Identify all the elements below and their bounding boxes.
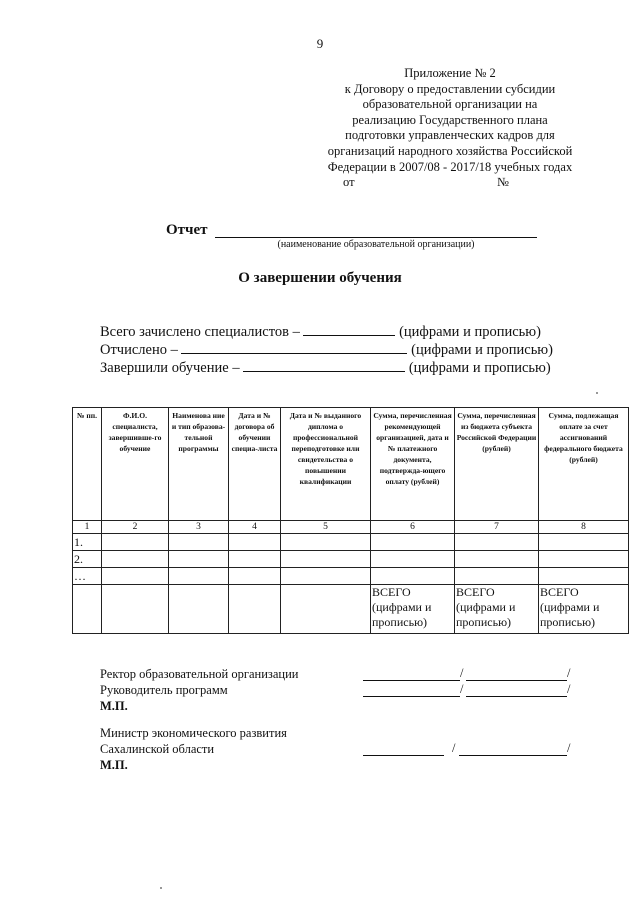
table-cell	[539, 534, 629, 551]
signature-slash: /	[567, 666, 571, 680]
table-row	[73, 534, 629, 551]
stamp-label: М.П.	[100, 699, 128, 713]
column-number: 1	[73, 521, 102, 534]
row-label: …	[73, 568, 102, 585]
appendix-header	[300, 66, 600, 191]
table-cell	[455, 534, 539, 551]
column-number: 6	[371, 521, 455, 534]
table-cell	[281, 551, 371, 568]
signature-slash: /	[452, 741, 456, 755]
appendix-line: Федерации в 2007/08 - 2017/18 учебных годах	[327, 159, 573, 174]
table-cell	[371, 551, 455, 568]
signature-minister-line2: Сахалинской области	[100, 742, 215, 756]
table-cell	[229, 585, 281, 634]
header-cell: № пп.	[73, 408, 102, 521]
header-cell: Сумма, перечисленная рекомендующей организацией, дата и № платежного документа, подтвержда-ющего оплату (рублей)	[371, 408, 455, 521]
name-line	[466, 695, 567, 697]
appendix-line: образовательной организации на	[362, 97, 538, 112]
signature-slash: /	[460, 682, 464, 696]
total-cell: ВСЕГО (цифрами и прописью)	[539, 585, 629, 634]
appendix-line: Приложение № 2	[404, 66, 496, 80]
signature-slash: /	[567, 682, 571, 696]
stamp-label: М.П.	[100, 758, 128, 772]
table-header-row	[73, 408, 629, 521]
table-cell	[169, 585, 229, 634]
stat-completed	[100, 358, 551, 377]
organization-name-caption: (наименование образовательной организации)	[277, 239, 475, 250]
table-cell	[229, 568, 281, 585]
total-cell: ВСЕГО (цифрами и прописью)	[371, 585, 455, 634]
from-label: от	[343, 175, 355, 190]
number-label: №	[497, 175, 509, 190]
column-number-row	[73, 521, 629, 534]
signature-slash: /	[460, 666, 464, 680]
table-cell	[73, 585, 102, 634]
header-cell: Наименова ние и тип образова-тельной программы	[169, 408, 229, 521]
signature-slash: /	[567, 741, 571, 755]
header-cell: Ф.И.О. специалиста, завершивше-го обучение	[102, 408, 169, 521]
stat-blank	[243, 358, 405, 372]
column-number: 7	[455, 521, 539, 534]
table-cell	[102, 568, 169, 585]
page-number: 9	[316, 36, 324, 51]
stat-label: Завершили обучение –	[100, 360, 240, 376]
appendix-date-number-row	[300, 175, 600, 191]
table-cell	[169, 534, 229, 551]
stat-enrolled	[100, 322, 541, 341]
table-cell	[281, 534, 371, 551]
signature-minister-line1: Министр экономического развития	[100, 726, 287, 740]
header-cell: Сумма, перечисленная из бюджета субъекта Российской Федерации (рублей)	[455, 408, 539, 521]
table-cell	[539, 568, 629, 585]
stat-expelled	[100, 340, 553, 359]
column-number: 5	[281, 521, 371, 534]
table-cell	[169, 568, 229, 585]
signature-line	[363, 695, 460, 697]
table-cell	[281, 568, 371, 585]
table-cell	[371, 568, 455, 585]
signature-line	[363, 754, 444, 756]
appendix-line: к Договору о предоставлении субсидии	[344, 81, 556, 96]
signature-rector: Ректор образовательной организации	[100, 667, 299, 681]
row-label: 2.	[73, 551, 102, 568]
completion-title: О завершении обучения	[238, 270, 402, 286]
appendix-line: организаций народного хозяйства Российской	[327, 143, 573, 158]
appendix-line: подготовки управленческих кадров для	[345, 128, 555, 143]
stat-suffix: (цифрами и прописью)	[399, 324, 541, 340]
stat-label: Всего зачислено специалистов –	[100, 324, 300, 340]
report-table	[72, 407, 629, 634]
header-cell: Сумма, подлежащая оплате за счет ассигнований федерального бюджета (рублей)	[539, 408, 629, 521]
table-cell	[102, 534, 169, 551]
stat-blank	[303, 322, 395, 336]
table-cell	[169, 551, 229, 568]
column-number: 3	[169, 521, 229, 534]
table-cell	[455, 551, 539, 568]
name-line	[459, 754, 567, 756]
column-number: 2	[102, 521, 169, 534]
table-cell	[539, 551, 629, 568]
column-number: 8	[539, 521, 629, 534]
header-cell: Дата и № договора об обучении специа-листа	[229, 408, 281, 521]
table-cell	[102, 585, 169, 634]
report-title: Отчет	[166, 222, 208, 238]
organization-name-line	[215, 236, 537, 238]
stat-suffix: (цифрами и прописью)	[408, 360, 551, 376]
table-row	[73, 551, 629, 568]
table-cell	[229, 534, 281, 551]
name-line	[466, 679, 567, 681]
header-cell: Дата и № выданного диплома о профессиональной переподготовке или свидетельства о повышении квалификации	[281, 408, 371, 521]
total-row	[73, 585, 629, 634]
table-row	[73, 568, 629, 585]
table-cell	[281, 585, 371, 634]
row-label: 1.	[73, 534, 102, 551]
table-cell	[455, 568, 539, 585]
stat-blank	[181, 340, 407, 354]
signature-program-head: Руководитель программ	[100, 683, 228, 697]
stat-suffix: (цифрами и прописью)	[411, 342, 553, 358]
signature-line	[363, 679, 460, 681]
scan-speck	[596, 392, 598, 394]
table-cell	[229, 551, 281, 568]
scan-speck	[160, 887, 162, 889]
total-cell: ВСЕГО (цифрами и прописью)	[455, 585, 539, 634]
stat-label: Отчислено –	[100, 342, 178, 358]
table-cell	[102, 551, 169, 568]
table-cell	[371, 534, 455, 551]
column-number: 4	[229, 521, 281, 534]
appendix-line: реализацию Государственного плана	[352, 112, 548, 127]
